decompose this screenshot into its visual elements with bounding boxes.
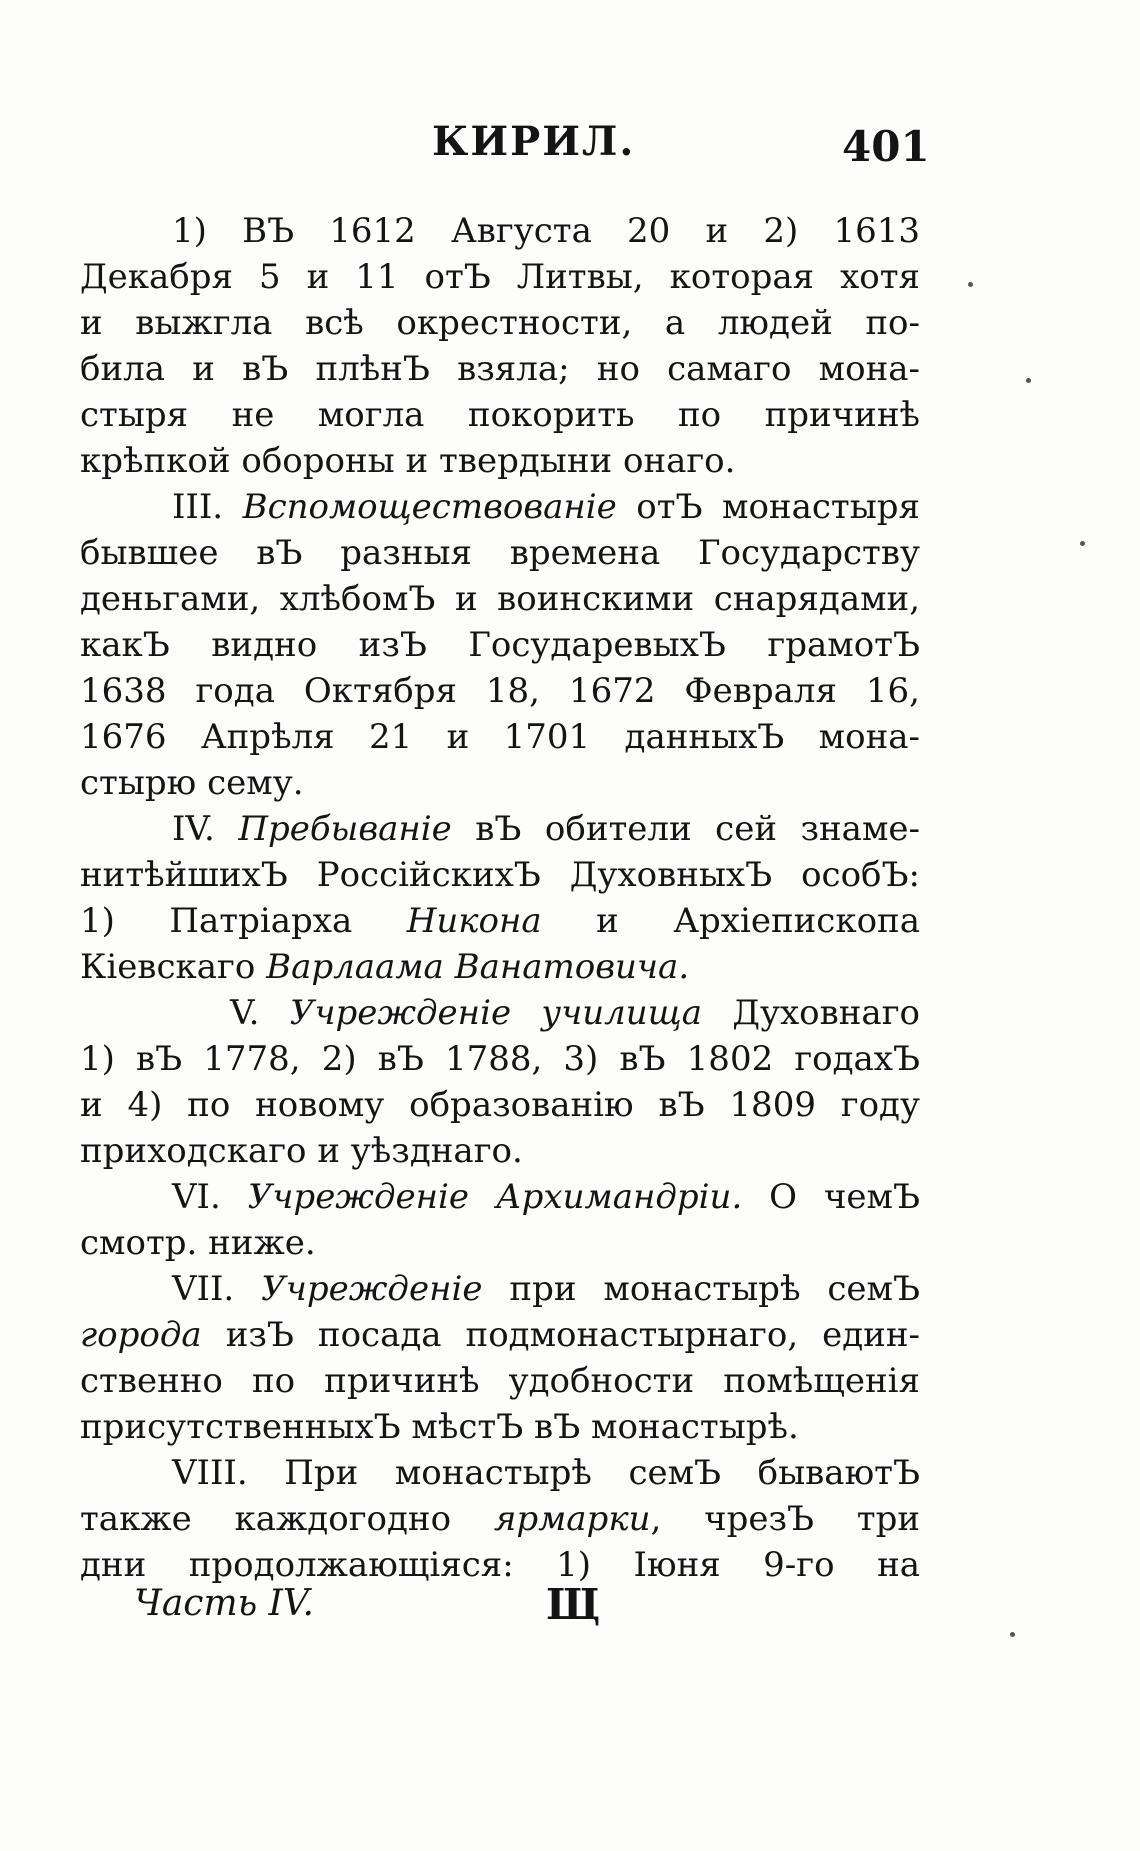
text-line (80, 1542, 920, 1588)
text-line (80, 1128, 920, 1174)
text-segment: нитѣйшихЪ РоссійскихЪ ДуховныхЪ особЪ: (80, 855, 920, 895)
text-segment: стырю сему. (80, 763, 304, 803)
body-text (80, 208, 920, 1588)
text-line (80, 254, 920, 300)
italic-phrase: Учрежденіе (261, 1269, 483, 1309)
text-segment: 1676 Апрѣля 21 и 1701 данныхЪ мона- (80, 717, 920, 757)
text-line (80, 392, 920, 438)
text-line (80, 990, 920, 1036)
text-line (80, 484, 920, 530)
text-segment: , чрезЪ три (650, 1499, 920, 1539)
text-segment: отЪ монастыря (616, 487, 920, 527)
text-segment: дни продолжающіяся: 1) Іюня 9-го на (80, 1545, 920, 1585)
text-segment: V. (230, 993, 290, 1033)
print-speck (968, 282, 973, 287)
italic-phrase: Вспомоществованіе (242, 487, 617, 527)
italic-phrase: Варлаама Ванатовича. (266, 947, 690, 987)
text-segment: при монастырѣ семЪ (482, 1269, 920, 1309)
text-line (80, 1496, 920, 1542)
text-segment: III. (172, 487, 243, 527)
text-segment: 1) Патріарха (80, 901, 407, 941)
text-line (80, 668, 920, 714)
running-title: КИРИЛ. (432, 118, 636, 165)
text-line (80, 806, 920, 852)
text-segment: VII. (172, 1269, 262, 1309)
text-line (80, 1036, 920, 1082)
text-segment: 1638 года Октября 18, 1672 Февраля 16, (80, 671, 920, 711)
text-segment: приходскаго и уѣзднаго. (80, 1131, 523, 1171)
text-segment: и выжгла всѣ окрестности, а людей по- (80, 303, 920, 343)
text-segment: VIII. При монастырѣ семЪ бываютЪ (172, 1453, 920, 1493)
text-segment: стыря не могла покорить по причинѣ (80, 395, 920, 435)
text-line (80, 714, 920, 760)
italic-phrase: Никона (406, 901, 542, 941)
italic-phrase: Учрежденіе Архимандріи. (247, 1177, 743, 1217)
text-segment: смотр. ниже. (80, 1223, 316, 1263)
text-segment: 1) вЪ 1778, 2) вЪ 1788, 3) вЪ 1802 годахЪ (80, 1039, 920, 1079)
gathering-signature-mark: Щ (546, 1580, 601, 1629)
page-number: 401 (842, 122, 930, 171)
text-segment: Кіевскаго (80, 947, 267, 987)
text-line (80, 898, 920, 944)
text-line (80, 300, 920, 346)
text-segment: деньгами, хлѣбомЪ и воинскими снарядами, (80, 579, 920, 619)
text-segment: ственно по причинѣ удобности помѣщенія (80, 1361, 920, 1401)
text-line (80, 438, 920, 484)
print-speck (1010, 1632, 1015, 1637)
text-line (80, 852, 920, 898)
text-line (80, 1266, 920, 1312)
text-line (80, 760, 920, 806)
text-line (80, 1358, 920, 1404)
text-line (80, 1082, 920, 1128)
text-line (80, 530, 920, 576)
text-line (80, 346, 920, 392)
text-segment: изЪ посада подмонастырнаго, един- (201, 1315, 920, 1355)
text-segment: и 4) по новому образованію вЪ 1809 году (80, 1085, 920, 1125)
italic-phrase: города (80, 1315, 202, 1355)
text-segment: также каждогодно (80, 1499, 494, 1539)
text-line (80, 1174, 920, 1220)
volume-signature: Часть IV. (134, 1583, 314, 1624)
text-segment: IV. (172, 809, 239, 849)
text-line (80, 944, 920, 990)
text-segment: Духовнаго (702, 993, 920, 1033)
text-segment: и Архіепископа (541, 901, 920, 941)
text-segment: О чемЪ (742, 1177, 920, 1217)
italic-phrase: Учрежденіе училища (289, 993, 703, 1033)
italic-phrase: Пребываніе (238, 809, 452, 849)
text-segment: VI. (172, 1177, 248, 1217)
text-line (80, 1220, 920, 1266)
text-segment: Декабря 5 и 11 отЪ Литвы, которая хотя (80, 257, 920, 297)
text-segment: присутственныхЪ мѣстЪ вЪ монастырѣ. (80, 1407, 799, 1447)
text-line (80, 576, 920, 622)
text-segment: крѣпкой обороны и твердыни онаго. (80, 441, 736, 481)
text-line (80, 1312, 920, 1358)
text-line (80, 1450, 920, 1496)
text-line (80, 1404, 920, 1450)
text-segment: вЪ обители сей знаме- (451, 809, 921, 849)
text-segment: 1) ВЪ 1612 Августа 20 и 2) 1613 (172, 211, 920, 251)
text-line (80, 208, 920, 254)
print-speck (1080, 541, 1085, 546)
text-segment: какЪ видно изЪ ГосударевыхЪ грамотЪ (80, 625, 920, 665)
print-speck (1026, 378, 1031, 383)
text-segment: била и вЪ плѣнЪ взяла; но самаго мона- (80, 349, 920, 389)
text-line (80, 622, 920, 668)
italic-phrase: ярмарки (493, 1499, 651, 1539)
text-segment: бывшее вЪ разныя времена Государству (80, 533, 920, 573)
